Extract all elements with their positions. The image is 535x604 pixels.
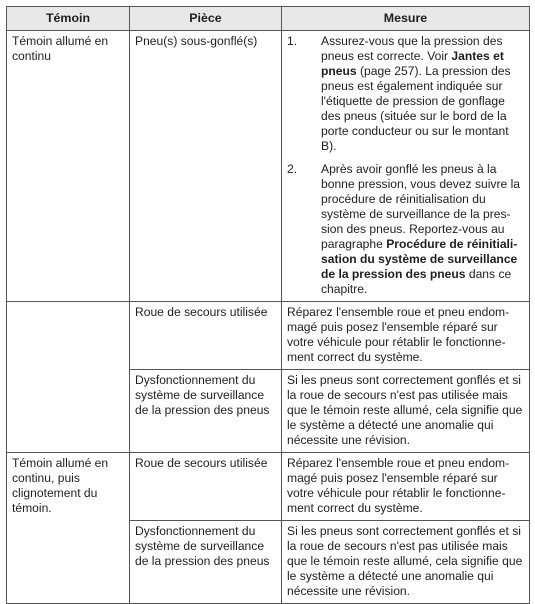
- step-text-pre: Assurez-vous que la pression des pneus est correcte. Voir: [321, 34, 503, 63]
- cell-mesure: Réparez l'ensemble roue et pneu endom-magé puis posez l'ensemble réparé sur votre véhicule pour rétablir le fonctionne-ment correct du système.: [282, 453, 530, 521]
- header-mesure: Mesure: [282, 7, 530, 31]
- step-text-pre: Après avoir gonflé les pneus à la bonne pression, vous devez suivre la procédure de réinitialisation du système de surveillance de la pres-sion des pneus. Reportez-vous au paragraphe: [321, 162, 520, 251]
- step-text-bold: Procédure de réinitiali-sation du système de surveillance de la pression des pneus: [321, 237, 518, 281]
- cell-piece: Roue de secours utilisée: [130, 302, 282, 370]
- cell-mesure: Réparez l'ensemble roue et pneu endom-magé puis posez l'ensemble réparé sur votre véhicule pour rétablir le fonctionne-ment correct du système.: [282, 302, 530, 370]
- cell-mesure: Si les pneus sont correctement gonflés et si la roue de secours n'est pas utilisée mais que le témoin reste allumé, cela signifie que le système a détecté une anomalie qui nécessite une révision.: [282, 370, 530, 453]
- tpms-warning-table: [6, 6, 530, 604]
- cell-temoin: Témoin allumé en continu: [7, 31, 130, 302]
- cell-temoin: [7, 302, 130, 453]
- step-text: [319, 162, 524, 297]
- cell-temoin: Témoin allumé en continu, puis clignotement du témoin.: [7, 453, 130, 604]
- table-header: [7, 7, 530, 31]
- header-piece: Pièce: [130, 7, 282, 31]
- cell-mesure: Si les pneus sont correctement gonflés et si la roue de secours n'est pas utilisée mais que le témoin reste allumé, cela signifie que le système a détecté une anomalie qui nécessite une révision.: [282, 521, 530, 604]
- cell-piece: Dysfonctionnement du système de surveillance de la pression des pneus: [130, 370, 282, 453]
- step-item: [287, 162, 524, 297]
- cell-piece: Pneu(s) sous-gonflé(s): [130, 31, 282, 302]
- cell-mesure: [282, 31, 530, 302]
- step-number: 1.: [287, 34, 298, 48]
- table-body: [7, 31, 530, 604]
- cell-piece: Dysfonctionnement du système de surveillance de la pression des pneus: [130, 521, 282, 604]
- step-text-post: (page 257). La pression des pneus est également indiquée sur l'étiquette de pression de gonflage des pneus (située sur le bord de la porte conducteur ou sur le montant B).: [321, 64, 511, 153]
- cell-piece: Roue de secours utilisée: [130, 453, 282, 521]
- header-row: [7, 7, 530, 31]
- table-row: [7, 31, 530, 302]
- steps-list: [287, 34, 524, 297]
- step-text: [319, 34, 524, 154]
- header-temoin: Témoin: [7, 7, 130, 31]
- table-row: [7, 302, 530, 370]
- step-text-bold: Jantes et pneus: [321, 49, 504, 78]
- table-row: [7, 453, 530, 521]
- step-number: 2.: [287, 162, 298, 176]
- step-item: [287, 34, 524, 154]
- step-text-post: dans ce chapitre.: [321, 267, 512, 296]
